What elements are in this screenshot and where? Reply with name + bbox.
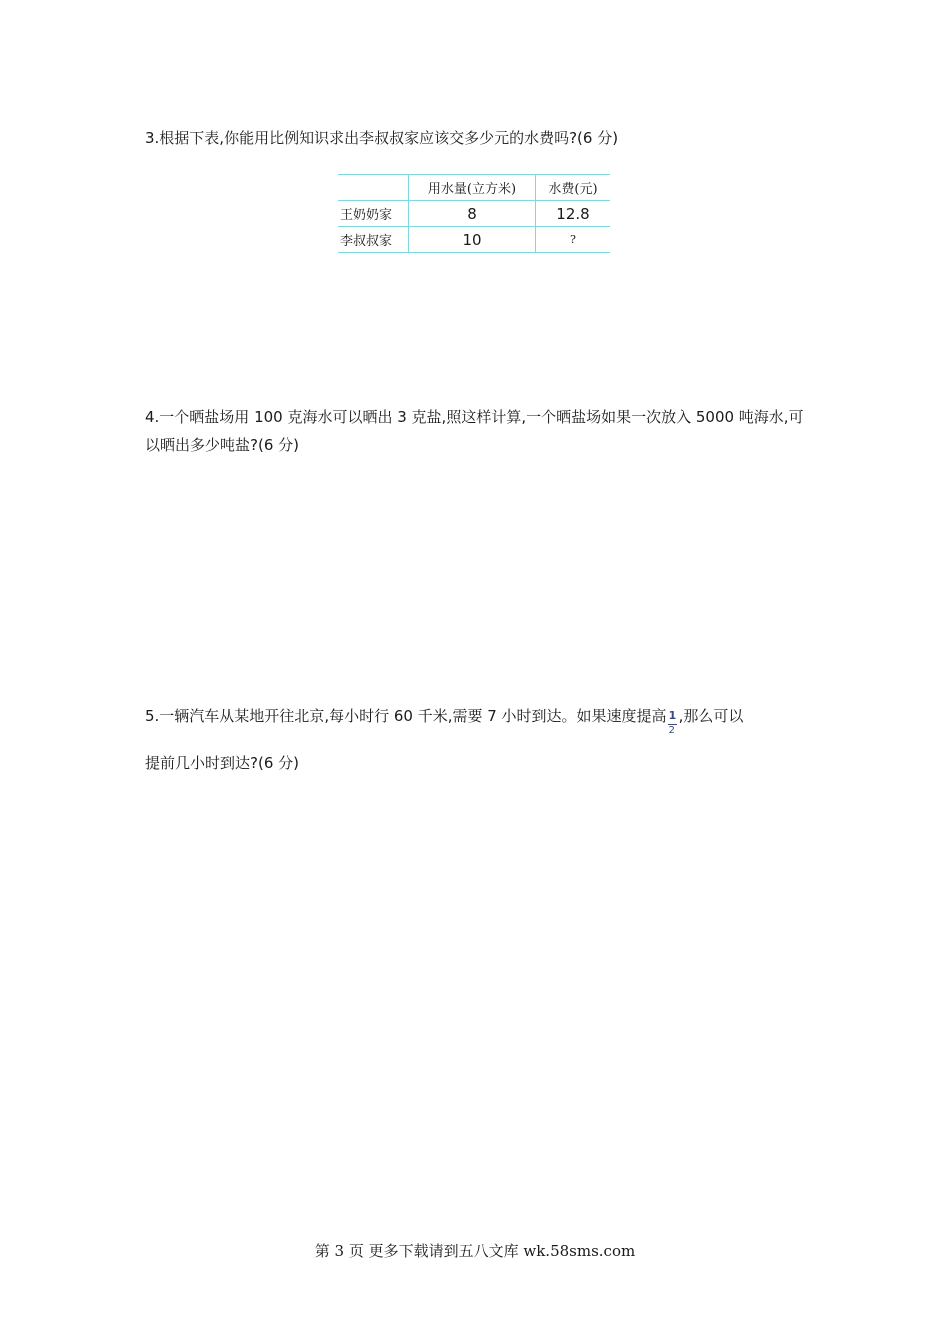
fraction-denominator: 2 <box>668 725 675 736</box>
question-5-line-1 <box>145 702 744 736</box>
table-header-water-fee: 水费(元) <box>536 175 611 201</box>
table-header-row <box>338 175 610 201</box>
fraction-numerator: 1 <box>668 709 677 722</box>
table-row <box>338 227 610 253</box>
question-4 <box>145 403 805 459</box>
footer-text: 第 3 页 更多下载请到五八文库 wk.58sms.com <box>314 1242 636 1260</box>
question-5-text-line-2: 提前几小时到达?(6 分) <box>145 754 299 772</box>
table-row <box>338 201 610 227</box>
question-5-text-end: ,那么可以 <box>678 707 744 725</box>
page-footer <box>0 1240 950 1261</box>
question-5-line-2 <box>145 749 299 777</box>
table-cell-usage: 8 <box>409 201 536 227</box>
table-header-water-usage: 用水量(立方米) <box>409 175 536 201</box>
table-cell-fee: 12.8 <box>536 201 611 227</box>
fraction-one-half <box>668 702 678 736</box>
table-header-cell <box>338 175 409 201</box>
question-3-text: 3.根据下表,你能用比例知识求出李叔叔家应该交多少元的水费吗?(6 分) <box>145 129 619 147</box>
table-cell-fee: ? <box>536 227 611 253</box>
water-fee-table <box>338 174 610 253</box>
table-cell-usage: 10 <box>409 227 536 253</box>
table-row-label: 王奶奶家 <box>338 201 409 227</box>
question-5-text-start: 5.一辆汽车从某地开往北京,每小时行 60 千米,需要 7 小时到达。如果速度提高 <box>145 707 667 725</box>
table-row-label: 李叔叔家 <box>338 227 409 253</box>
question-3 <box>145 124 618 152</box>
question-4-text: 4.一个晒盐场用 100 克海水可以晒出 3 克盐,照这样计算,一个晒盐场如果一次放入 5000 吨海水,可以晒出多少吨盐?(6 分) <box>145 408 804 454</box>
